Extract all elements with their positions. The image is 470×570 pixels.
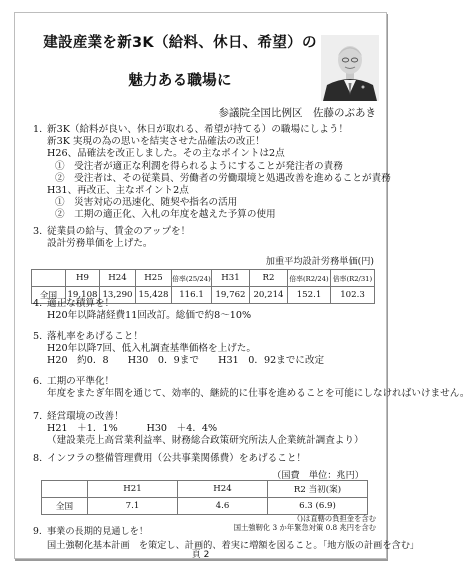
section-body: H20年以降諸経費11回改訂。総価で約8～10% <box>47 310 252 322</box>
table-cell: 7.1 <box>88 498 178 515</box>
section-heading: 工期の平準化！ <box>47 376 115 387</box>
section-body: H20 約0．8 H30 0．9まで H31 0．92までに改定 <box>47 355 325 367</box>
section-heading: 落札率をあげること！ <box>47 331 143 342</box>
section-heading: 適正な積算を！ <box>47 298 115 309</box>
table-header-cell: R2 <box>250 270 288 287</box>
section-number: 1. <box>33 124 43 135</box>
section-number: 3. <box>33 226 43 237</box>
section-6 <box>33 376 470 400</box>
table-cell: 152.1 <box>288 287 331 304</box>
document-title-line1: 建設産業を新3K（給料、休日、希望）の <box>43 35 317 51</box>
table-header-cell: H25 <box>136 270 172 287</box>
page-number: 頁 2 <box>191 550 210 560</box>
section-9 <box>33 526 148 538</box>
section-number: 4. <box>33 298 43 309</box>
table-cell: 19,762 <box>212 287 250 304</box>
table-header-cell <box>42 481 88 498</box>
section-1-line: H26、品確法を改正しました。その主なポイントは2点 <box>47 148 285 160</box>
section-number: 5. <box>33 331 43 342</box>
table-cell: 116.1 <box>172 287 212 304</box>
section-1-line: ② 工期の適正化、入札の年度を越えた予算の使用 <box>55 209 276 221</box>
document-page <box>14 12 470 560</box>
section-1-line: 新3K 実現の為の思いを結実させた品確法の改正！ <box>47 136 265 148</box>
table-cell: 4.6 <box>178 498 268 515</box>
table-header-cell: H9 <box>66 270 100 287</box>
section-8 <box>33 453 306 465</box>
table-cell: 6.3 (6.9) <box>268 498 368 515</box>
section-body: H20年以降7回、低入札調査基準価格を上げた。 <box>47 343 256 355</box>
section-1 <box>33 124 391 222</box>
table-cell: 全国 <box>42 498 88 515</box>
section-number: 8. <box>33 453 43 464</box>
section-1-line: ① 受注者が適正な利潤を得られるようにすることが発注者の責務 <box>55 160 343 172</box>
table-footnote: （)は直轄の負担金を含む <box>292 514 376 523</box>
table-header-row <box>42 481 368 498</box>
section-7 <box>33 411 364 448</box>
section-heading: インフラの整備管理費用（公共事業関係費）をあげること！ <box>47 453 307 464</box>
table-header-cell: 倍率(25/24) <box>172 270 212 287</box>
section-heading: 従業員の給与、賃金のアップを！ <box>47 226 191 237</box>
table-cell: 102.3 <box>331 287 375 304</box>
section-number: 7. <box>33 411 43 422</box>
section-body: 年度をまたぎ年間を通じて、効率的、継続的に仕事を進めることを可能にしなければいけません。 <box>47 388 470 400</box>
table-header-cell: H31 <box>212 270 250 287</box>
table-unit-label: 加重平均設計労務単価(円) <box>265 256 374 267</box>
table-header-cell: 倍率(R2/24) <box>288 270 331 287</box>
table-header-cell: H21 <box>88 481 178 498</box>
author-portrait-photo <box>321 35 379 101</box>
table-header-cell: R2 当初(案) <box>268 481 368 498</box>
document-title-line2: 魅力ある職場に <box>128 73 232 89</box>
table-footnote: 国土強靭化 3 か年緊急対策 0.8 兆円を含む <box>233 523 376 532</box>
section-1-line: ① 災害対応の迅速化、随契や指名の活用 <box>55 197 238 209</box>
table-header-cell <box>32 270 66 287</box>
section-number: 6. <box>33 376 43 387</box>
section-heading: 事業の長期的見通しを！ <box>47 526 149 537</box>
section-heading: 経営環境の改善！ <box>47 411 124 422</box>
section-1-line: ② 受注者は、その従業員、労働者の労働環境と処遇改善を進めることが責務 <box>55 172 391 184</box>
infrastructure-budget-table <box>41 480 368 515</box>
section-body: 国土強靭化基本計画 を策定し、計画的、着実に増額を図ること。「地方版の計画を含む」 <box>47 540 420 551</box>
section-body: （建設業売上高営業利益率、財務総合政策研究所法人企業統計調査より） <box>47 435 364 447</box>
section-1-line: 新3K（給料が良い、休日が取れる、希望が持てる）の職場にしよう！ <box>47 124 349 135</box>
section-1-line: H31、再改正、主なポイント2点 <box>47 185 189 197</box>
table-cell: 19,108 <box>66 287 100 304</box>
section-number: 9. <box>33 526 42 537</box>
author-name: 参議院全国比例区 佐藤のぶあき <box>218 107 376 119</box>
table-cell: 20,214 <box>250 287 288 304</box>
section-5 <box>33 331 324 368</box>
table-cell: 全国 <box>32 287 66 304</box>
section-body: 設計労務単価を上げた。 <box>47 238 153 250</box>
table-header-cell: 倍率(R2/31) <box>331 270 375 287</box>
table-cell: 15,428 <box>136 287 172 304</box>
section-body: H21 ＋1．1% H30 ＋4．4% <box>47 423 218 435</box>
table-cell: 13,290 <box>100 287 136 304</box>
table-unit-label: （国費 単位：兆円） <box>272 470 364 481</box>
table-header-cell: H24 <box>178 481 268 498</box>
section-3 <box>33 226 190 250</box>
section-4 <box>33 298 251 322</box>
table-header-row <box>32 270 375 287</box>
table-header-cell: H24 <box>100 270 136 287</box>
table-row <box>42 498 368 515</box>
